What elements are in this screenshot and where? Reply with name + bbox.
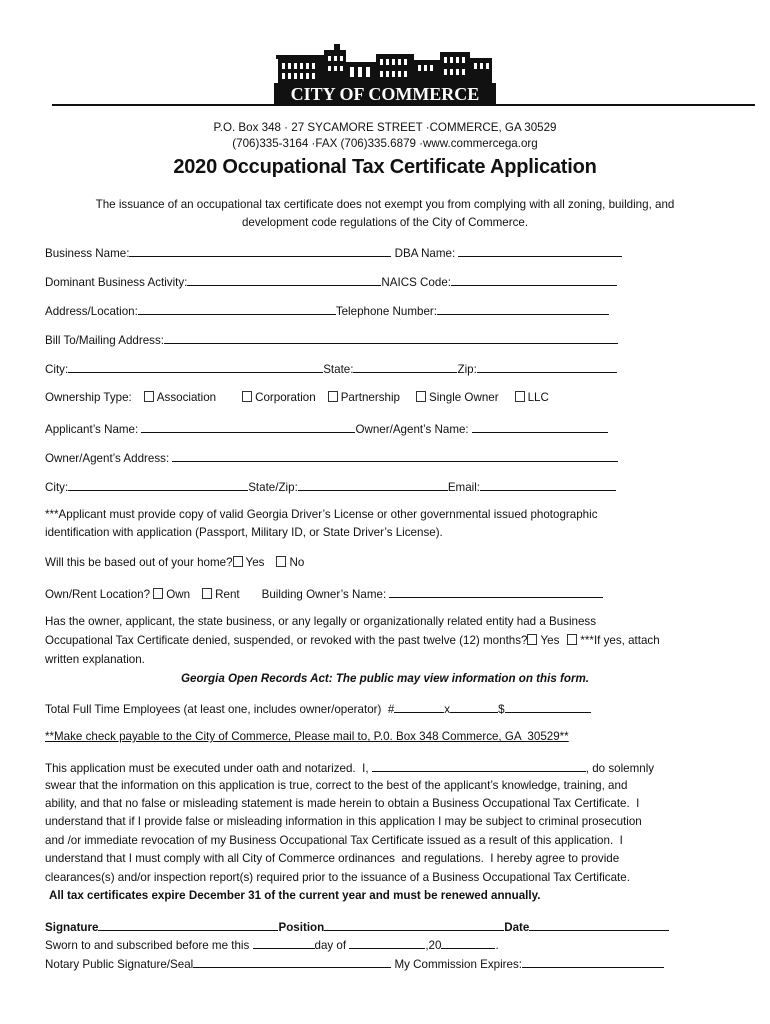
denied-yes-label: Yes — [540, 634, 560, 647]
state-zip-label: State/Zip: — [248, 481, 298, 494]
own-label: Own — [166, 588, 191, 601]
checkbox-corporation[interactable] — [242, 391, 252, 402]
year-prefix-label: ,20 — [425, 939, 442, 952]
checkbox-rent[interactable] — [202, 588, 212, 599]
row-own-rent — [45, 586, 603, 601]
applicant-name-label: Applicant’s Name: — [45, 423, 142, 436]
row-signature — [45, 919, 669, 934]
oath-name-field[interactable] — [372, 760, 586, 772]
signature-field[interactable] — [98, 919, 278, 931]
row-city-state-zip-email — [45, 479, 616, 494]
own-rent-label: Own/Rent Location? — [45, 588, 154, 601]
date-label: Date — [504, 921, 530, 934]
city2-label: City: — [45, 481, 69, 494]
open-records-note: Georgia Open Records Act: The public may view information on this form. — [181, 672, 589, 685]
oath-line-5: and /or immediate revocation of my Business Occupational Tax Certificate issued as a result of this application. I — [45, 834, 623, 847]
oath-line-1 — [45, 760, 654, 775]
bill-to-label: Bill To/Mailing Address: — [45, 334, 164, 347]
dominant-activity-field[interactable] — [187, 274, 381, 286]
checkbox-denied-yes[interactable] — [527, 634, 537, 645]
home-yes-label: Yes — [245, 556, 265, 569]
telephone-label: Telephone Number: — [335, 305, 437, 318]
row-employees — [45, 701, 591, 716]
row-city-state-zip — [45, 361, 617, 376]
telephone-field[interactable] — [437, 303, 609, 315]
signature-label: Signature — [45, 921, 99, 934]
employees-label: Total Full Time Employees (at least one, includes owner/operator) # — [45, 703, 395, 716]
option-single-owner: Single Owner — [428, 391, 499, 404]
oath-line-1-prefix: This application must be executed under oath and notarized. I, — [45, 762, 372, 775]
sworn-year-field[interactable] — [441, 937, 495, 949]
business-name-label: Business Name: — [45, 247, 130, 260]
employees-count-field[interactable] — [394, 701, 444, 713]
day-of-label: day of — [314, 939, 350, 952]
position-field[interactable] — [324, 919, 504, 931]
checkbox-partnership[interactable] — [328, 391, 338, 402]
row-home-question — [45, 556, 304, 569]
denial-line-2-suffix: ***If yes, attach — [580, 634, 660, 647]
zip-field[interactable] — [477, 361, 617, 373]
commission-field[interactable] — [522, 956, 664, 968]
checkbox-association[interactable] — [144, 391, 154, 402]
bill-to-field[interactable] — [164, 332, 618, 344]
logo-name-text: CITY OF COMMERCE — [290, 84, 480, 104]
city2-field[interactable] — [68, 479, 248, 491]
state-field[interactable] — [353, 361, 457, 373]
row-dominant-activity — [45, 274, 617, 289]
city-logo — [274, 44, 496, 104]
row-bill-to — [45, 332, 618, 347]
commission-label: My Commission Expires: — [391, 958, 523, 971]
state-zip-field[interactable] — [298, 479, 448, 491]
naics-code-field[interactable] — [451, 274, 617, 286]
checkbox-denied-no[interactable] — [567, 634, 577, 645]
date-field[interactable] — [529, 919, 669, 931]
address-location-field[interactable] — [138, 303, 336, 315]
sworn-day-field[interactable] — [253, 937, 315, 949]
employees-rate-field[interactable] — [450, 701, 498, 713]
address-line: P.O. Box 348 · 27 SYCAMORE STREET ·COMMERCE, GA 30529 — [213, 121, 557, 134]
denial-line-1: Has the owner, applicant, the state business, or any legally or organizationally related entity had a Business — [45, 615, 597, 628]
row-notary — [45, 956, 664, 971]
page-title: 2020 Occupational Tax Certificate Application — [173, 156, 597, 178]
option-corporation: Corporation — [255, 391, 316, 404]
address-location-label: Address/Location: — [45, 305, 138, 318]
checkbox-own[interactable] — [153, 588, 163, 599]
checkbox-llc[interactable] — [515, 391, 525, 402]
dominant-activity-label: Dominant Business Activity: — [45, 276, 188, 289]
row-applicant-name — [45, 421, 608, 436]
row-sworn: Sworn to and subscribed before me this day of ,20 . — [45, 939, 499, 952]
email-label: Email: — [447, 481, 481, 494]
naics-code-label: NAICS Code: — [381, 276, 451, 289]
oath-line-3: ability, and that no false or misleading statement is made herein to obtain a Business Occupational Tax Certificate. I — [45, 797, 640, 810]
ownership-type-label: Ownership Type: — [45, 391, 132, 404]
header-rule — [52, 104, 755, 106]
checkbox-single-owner[interactable] — [416, 391, 426, 402]
notary-label: Notary Public Signature/Seal — [45, 958, 194, 971]
owner-agent-address-field[interactable] — [172, 450, 618, 462]
denial-line-3: written explanation. — [45, 653, 145, 666]
state-label: State: — [323, 363, 354, 376]
city-label: City: — [45, 363, 69, 376]
checkbox-home-yes[interactable] — [233, 556, 243, 567]
payment-note: **Make check payable to the City of Commerce, Please mail to, P.0. Box 348 Commerce, GA 30529** — [45, 730, 569, 743]
employees-x: x — [444, 703, 451, 716]
employees-total-field[interactable] — [505, 701, 591, 713]
id-notice-line-2: identification with application (Passport, Military ID, or State Driver’s License). — [45, 526, 443, 539]
sworn-label: Sworn to and subscribed before me this — [45, 939, 253, 952]
denial-line-2-text: Occupational Tax Certificate denied, suspended, or revoked with the past twelve (12) months? — [45, 634, 528, 647]
notice-line-1: The issuance of an occupational tax certificate does not exempt you from complying with all zoning, building, and — [95, 198, 675, 211]
row-ownership-type — [45, 391, 549, 404]
row-owner-agent-address — [45, 450, 618, 465]
option-partnership: Partnership — [340, 391, 400, 404]
contact-line: (706)335-3164 ·FAX (706)335.6879 ·www.commercega.org — [232, 137, 538, 150]
position-label: Position — [278, 921, 325, 934]
row-business-name — [45, 245, 622, 260]
business-name-field[interactable] — [129, 245, 391, 257]
city-field[interactable] — [68, 361, 323, 373]
home-question-label: Will this be based out of your home? — [45, 556, 233, 569]
zip-label: Zip: — [457, 363, 477, 376]
owner-agent-name-label: Owner/Agent’s Name: — [355, 423, 472, 436]
option-association: Association — [156, 391, 217, 404]
sworn-month-field[interactable] — [349, 937, 425, 949]
option-llc: LLC — [527, 391, 549, 404]
oath-line-6: understand that I must comply with all City of Commerce ordinances and regulations. I hereby agree to provide — [45, 852, 620, 865]
notary-field[interactable] — [193, 956, 391, 968]
checkbox-home-no[interactable] — [276, 556, 286, 567]
rent-label: Rent — [215, 588, 240, 601]
row-address — [45, 303, 609, 318]
expiry-notice: All tax certificates expire December 31 of the current year and must be renewed annually. — [49, 889, 541, 902]
oath-line-2: swear that the information on this application is true, correct to the best of the applicant’s knowledge, training, and — [45, 779, 628, 792]
owner-agent-address-label: Owner/Agent’s Address: — [45, 452, 173, 465]
oath-line-7: clearances(s) and/or inspection report(s) required prior to the issuance of a Business Occupational Tax Certificate. — [45, 871, 630, 884]
dba-name-label: DBA Name: — [391, 247, 459, 260]
email-field[interactable] — [480, 479, 616, 491]
applicant-name-field[interactable] — [141, 421, 355, 433]
notice-line-2: development code regulations of the City of Commerce. — [241, 216, 529, 229]
oath-line-1-suffix: , do solemnly — [585, 762, 655, 775]
building-owner-label: Building Owner’s Name: — [261, 588, 390, 601]
oath-line-4: understand that if I provide false or misleading information in this application I may be subject to criminal prosecution — [45, 815, 642, 828]
id-notice-line-1: ***Applicant must provide copy of valid Georgia Driver’s License or other governmental issued photographic — [45, 508, 598, 521]
dba-name-field[interactable] — [458, 245, 622, 257]
home-no-label: No — [289, 556, 305, 569]
owner-agent-name-field[interactable] — [472, 421, 608, 433]
denial-line-2 — [45, 634, 660, 648]
employees-dollar: $ — [498, 703, 505, 716]
building-owner-field[interactable] — [389, 586, 603, 598]
